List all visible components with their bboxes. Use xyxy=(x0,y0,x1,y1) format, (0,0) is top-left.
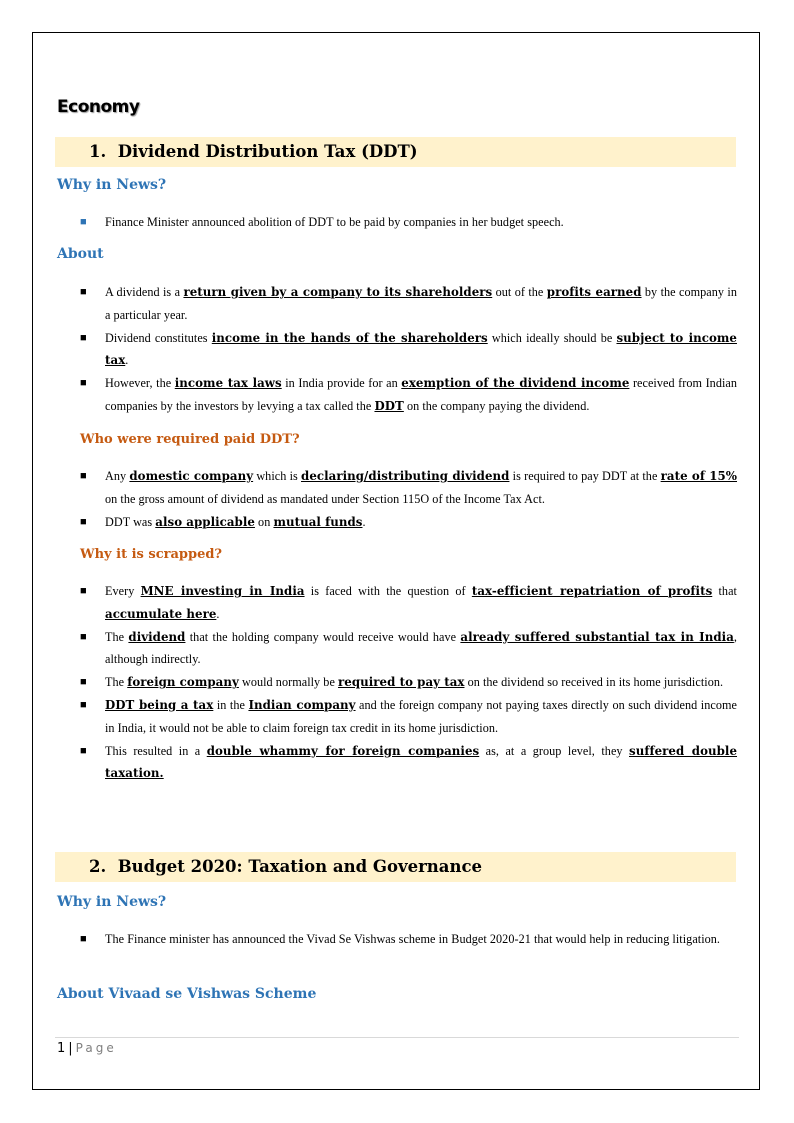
footer-separator: | xyxy=(68,1041,73,1056)
list-item: ■ DDT being a tax in the Indian company and the foreign company not paying taxes directly on such dividend income in India, it would not be able to claim foreign tax credit in its home jurisdiction. xyxy=(80,694,737,740)
list-item: ■ DDT was also applicable on mutual funds. xyxy=(80,511,737,534)
list-item: ■ A dividend is a return given by a company to its shareholders out of the profits earned by the company in a particular year. xyxy=(80,281,737,327)
section-1-who-heading: Who were required paid DDT? xyxy=(80,432,300,447)
bullet-icon: ■ xyxy=(80,331,87,344)
bullet-icon: ■ xyxy=(80,744,87,757)
section-2-title xyxy=(89,857,482,876)
bullet-icon: ■ xyxy=(80,630,87,643)
list-item: ■ Dividend constitutes income in the hands of the shareholders which ideally should be subject to income tax. xyxy=(80,327,737,373)
list-item: ■ Every MNE investing in India is faced with the question of tax-efficient repatriation of profits that accumulate here. xyxy=(80,580,737,626)
bullet-icon: ■ xyxy=(80,377,87,390)
bullet-icon: ■ xyxy=(80,676,87,689)
section-1-title-text: Dividend Distribution Tax (DDT) xyxy=(117,142,418,161)
section-1-why-heading: Why in News? xyxy=(57,177,167,193)
bullet-icon: ■ xyxy=(80,933,87,945)
page-heading: Economy xyxy=(57,97,140,117)
bullet-icon: ■ xyxy=(80,470,87,482)
section-1-number: 1. xyxy=(89,142,107,161)
section-2-why-list xyxy=(80,928,737,951)
section-1-scrap-heading: Why it is scrapped? xyxy=(80,547,223,562)
section-2-title-bar xyxy=(55,852,736,882)
section-1-title xyxy=(89,142,418,161)
bullet-icon: ■ xyxy=(80,698,87,711)
footer-divider xyxy=(55,1037,739,1038)
section-1-about-list xyxy=(80,281,737,418)
list-item: ■ Finance Minister announced abolition of DDT to be paid by companies in her budget speech. xyxy=(80,211,737,234)
list-item: ■ However, the income tax laws in India provide for an exemption of the dividend income received from Indian companies by the investors by levying a tax called the DDT on the company paying the dividend. xyxy=(80,372,737,418)
page-number: 1 xyxy=(57,1041,66,1056)
bullet-icon: ■ xyxy=(80,585,87,597)
section-1-about-heading: About xyxy=(57,246,104,262)
section-2-about-heading: About Vivaad se Vishwas Scheme xyxy=(57,986,317,1002)
list-item: ■ The dividend that the holding company would receive would have already suffered substantial tax in India, although indirectly. xyxy=(80,626,737,672)
page-footer xyxy=(57,1041,117,1056)
section-1-title-bar xyxy=(55,137,736,167)
bullet-icon: ■ xyxy=(80,286,87,298)
list-item: ■ The foreign company would normally be required to pay tax on the dividend so received in its home jurisdiction. xyxy=(80,671,737,694)
list-item: ■ The Finance minister has announced the Vivad Se Vishwas scheme in Budget 2020-21 that would help in reducing litigation. xyxy=(80,928,737,951)
list-item: ■ This resulted in a double whammy for foreign companies as, at a group level, they suffered double taxation. xyxy=(80,740,737,786)
section-1-who-list xyxy=(80,465,737,533)
bullet-icon: ■ xyxy=(80,216,87,228)
list-item: ■ Any domestic company which is declaring/distributing dividend is required to pay DDT at the rate of 15% on the gross amount of dividend as mandated under Section 115O of the Income Tax Act. xyxy=(80,465,737,511)
section-1-why-list xyxy=(80,211,737,234)
section-1-scrap-list xyxy=(80,580,737,785)
bullet-icon: ■ xyxy=(80,515,87,528)
section-2-number: 2. xyxy=(89,857,107,876)
section-2-title-text: Budget 2020: Taxation and Governance xyxy=(117,857,482,876)
section-2-why-heading: Why in News? xyxy=(57,894,167,910)
page-label: Page xyxy=(75,1041,117,1055)
